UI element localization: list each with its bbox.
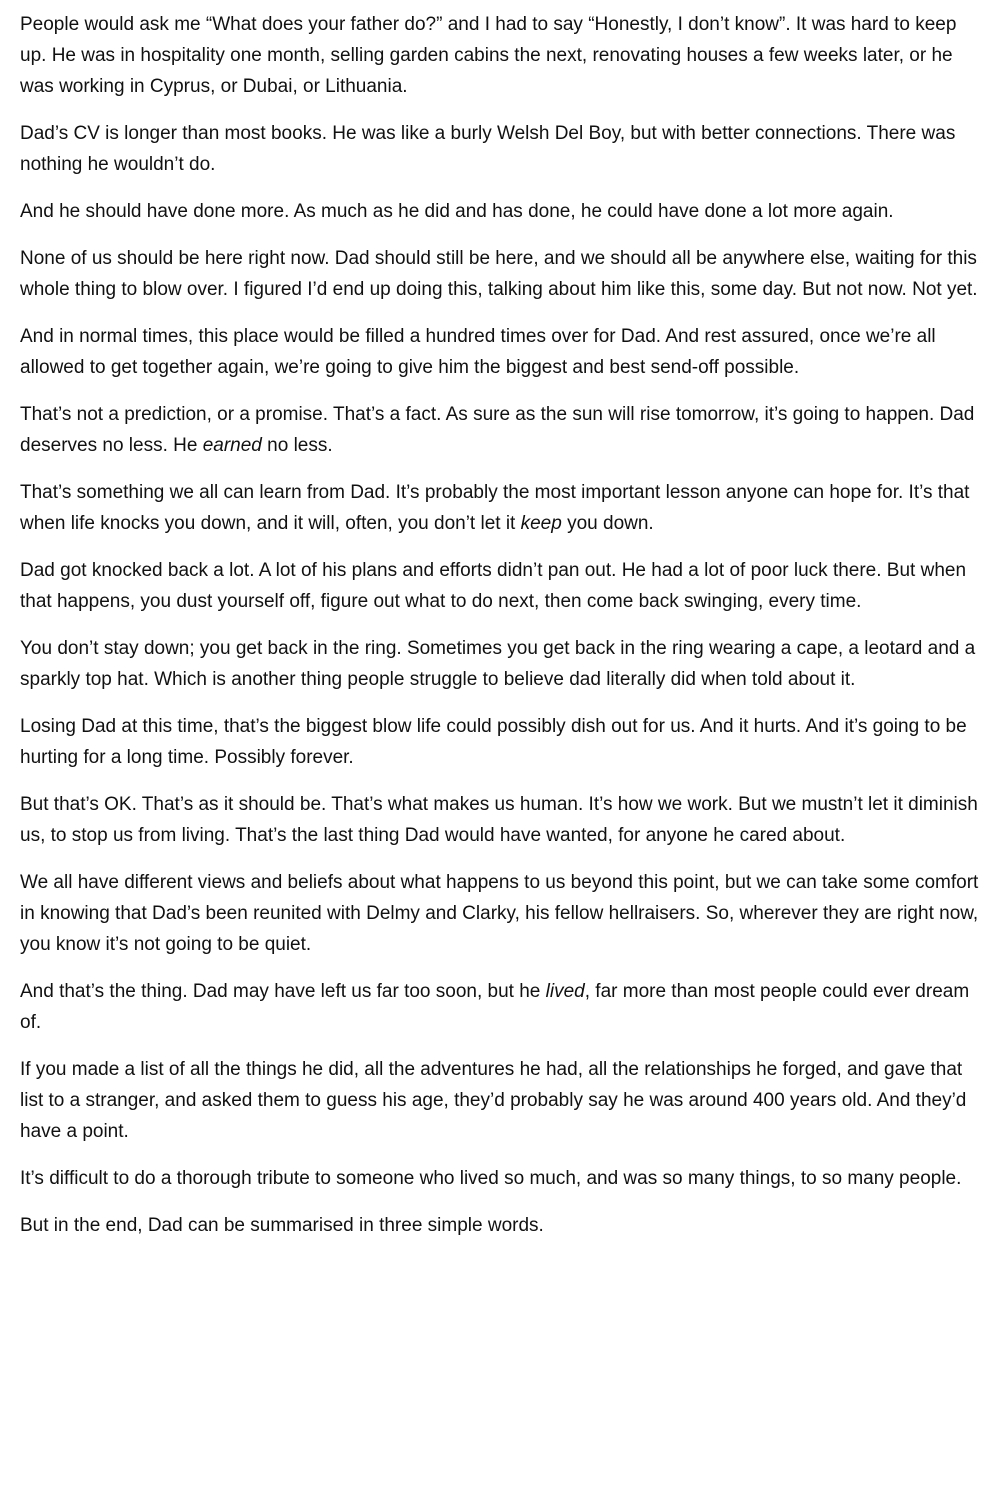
paragraph-7-emphasis: keep [520,513,562,534]
paragraph-14: If you made a list of all the things he did, all the adventures he had, all the relationships he forged, and gave that list to a stranger, and asked them to guess his age, they’d probably say he was around 400 years old. And they’d have a point. [20,1059,967,1142]
paragraph-10: Losing Dad at this time, that’s the biggest blow life could possibly dish out for us. And it hurts. And it’s going to be hurting for a long time. Possibly forever. [20,716,967,768]
document-body [20,9,982,1257]
paragraph-6-text: That’s not a prediction, or a promise. That’s a fact. As sure as the sun will rise tomorrow, it’s going to happen. Dad deserves no less. He [20,404,975,456]
paragraph-12: We all have different views and beliefs about what happens to us beyond this point, but we can take some comfort in knowing that Dad’s been reunited with Delmy and Clarky, his fellow hellraisers. So, wherever they are right now, you know it’s not going to be quiet. [20,872,979,955]
paragraph-7 [20,477,982,539]
paragraph-6-text-end: no less. [261,435,333,456]
paragraph-6 [20,399,982,461]
paragraph-13-emphasis: lived [545,981,585,1002]
paragraph-7-text-end: you down. [561,513,654,534]
paragraph-6-emphasis: earned [202,435,262,456]
paragraph-8: Dad got knocked back a lot. A lot of his plans and efforts didn’t pan out. He had a lot of poor luck there. But when that happens, you dust yourself off, figure out what to do next, then come back swinging, every time. [20,560,967,612]
paragraph-11: But that’s OK. That’s as it should be. That’s what makes us human. It’s how we work. But we mustn’t let it diminish us, to stop us from living. That’s the last thing Dad would have wanted, for anyone he cared about. [20,794,978,846]
paragraph-13-text: And that’s the thing. Dad may have left us far too soon, but he [20,981,546,1002]
paragraph-13-text-end: , far more than most people could ever dream of. [20,981,970,1033]
paragraph-4: None of us should be here right now. Dad should still be here, and we should all be anywhere else, waiting for this whole thing to blow over. I figured I’d end up doing this, talking about him like this, some day. But not now. Not yet. [20,248,978,300]
paragraph-2: Dad’s CV is longer than most books. He was like a burly Welsh Del Boy, but with better connections. There was nothing he wouldn’t do. [20,123,956,175]
paragraph-13 [20,976,982,1038]
paragraph-1: People would ask me “What does your father do?” and I had to say “Honestly, I don’t know”. It was hard to keep up. He was in hospitality one month, selling garden cabins the next, renovating houses a few weeks later, or he was working in Cyprus, or Dubai, or Lithuania. [20,14,957,97]
paragraph-9: You don’t stay down; you get back in the ring. Sometimes you get back in the ring wearing a cape, a leotard and a sparkly top hat. Which is another thing people struggle to believe dad literally did when told about it. [20,638,976,690]
paragraph-15: It’s difficult to do a thorough tribute to someone who lived so much, and was so many things, to so many people. [20,1168,962,1189]
paragraph-5: And in normal times, this place would be filled a hundred times over for Dad. And rest assured, once we’re all allowed to get together again, we’re going to give him the biggest and best send-off possible. [20,326,936,378]
paragraph-16: But in the end, Dad can be summarised in three simple words. [20,1215,544,1236]
paragraph-7-text: That’s something we all can learn from Dad. It’s probably the most important lesson anyone can hope for. It’s that when life knocks you down, and it will, often, you don’t let it [20,482,970,534]
paragraph-3: And he should have done more. As much as he did and has done, he could have done a lot more again. [20,201,894,222]
